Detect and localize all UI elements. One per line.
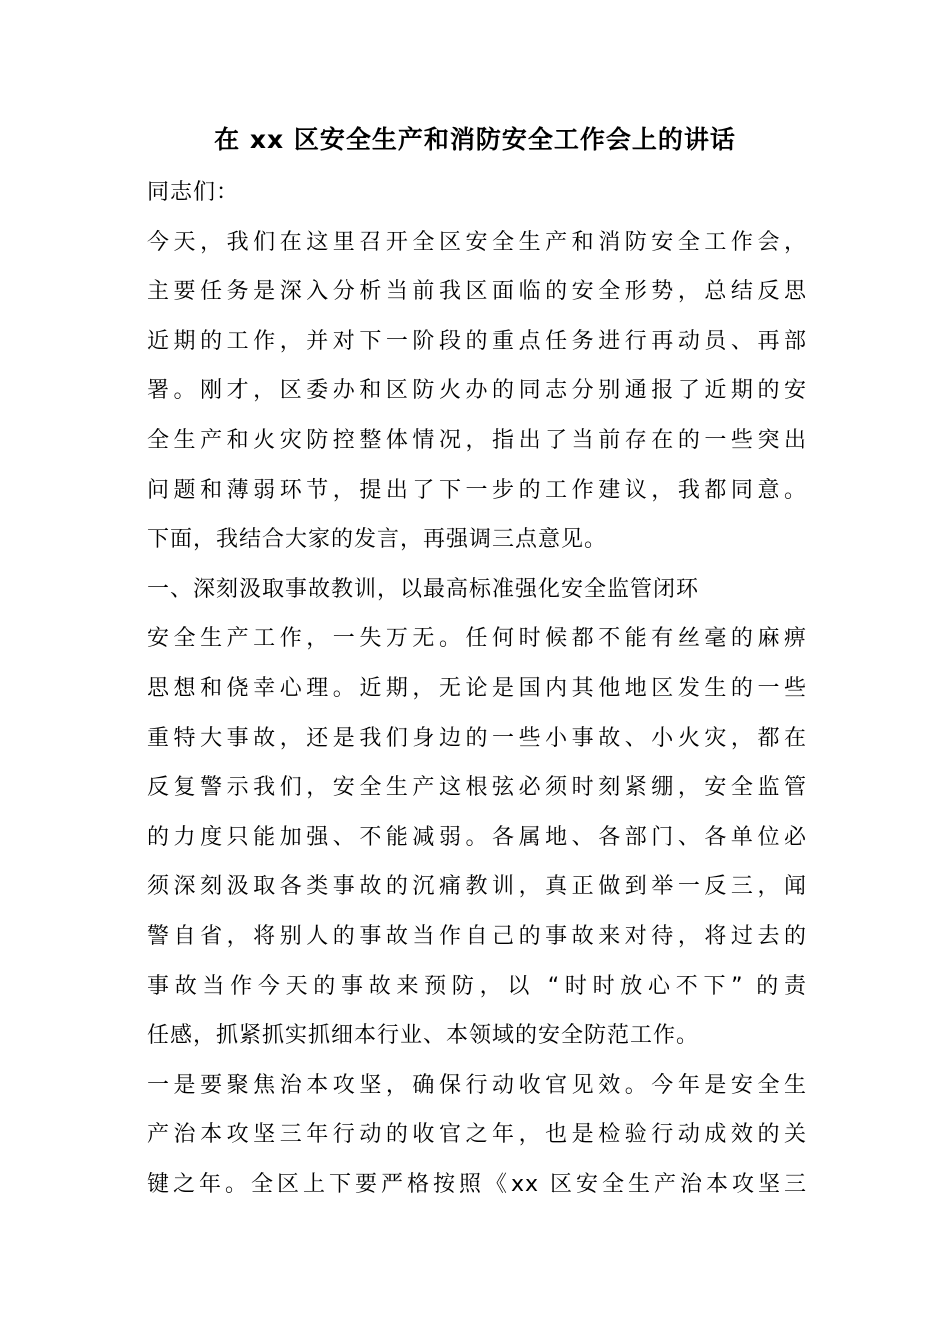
text-line: 产治本攻坚三年行动的收官之年，也是检验行动成效的关 [147, 1122, 807, 1148]
document-body [147, 168, 807, 1209]
text-line: 问题和薄弱环节，提出了下一步的工作建议，我都同意。 [147, 477, 807, 503]
text-line: 的力度只能加强、不能减弱。各属地、各部门、各单位必 [147, 824, 807, 850]
text-line: 今天，我们在这里召开全区安全生产和消防安全工作会， [147, 229, 807, 255]
text-line: 主要任务是深入分析当前我区面临的安全形势，总结反思 [147, 279, 807, 305]
text-line: 一是要聚焦治本攻坚，确保行动收官见效。今年是安全生 [147, 1072, 807, 1098]
text-line: 近期的工作，并对下一阶段的重点任务进行再动员、再部 [147, 328, 807, 354]
document-title: 在 xx 区安全生产和消防安全工作会上的讲话 [214, 125, 736, 154]
text-line: 警自省，将别人的事故当作自己的事故来对待，将过去的 [147, 923, 807, 949]
text-line: 全生产和火灾防控整体情况，指出了当前存在的一些突出 [147, 427, 807, 453]
text-line: 安全生产工作，一失万无。任何时候都不能有丝毫的麻痹 [147, 626, 807, 652]
text-line: 下面，我结合大家的发言，再强调三点意见。 [147, 527, 608, 553]
text-line: 须深刻汲取各类事故的沉痛教训，真正做到举一反三，闻 [147, 874, 807, 900]
text-line: 同志们： [147, 180, 240, 205]
text-line: 事故当作今天的事故来预防，以 “时时放心不下” 的责 [147, 973, 807, 999]
text-line: 重特大事故，还是我们身边的一些小事故、小火灾，都在 [147, 725, 807, 751]
text-line: 一、深刻汲取事故教训，以最高标准强化安全监管闭环 [147, 576, 700, 602]
text-line: 反复警示我们，安全生产这根弦必须时刻紧绷，安全监管 [147, 775, 807, 801]
text-line: 思想和侥幸心理。近期，无论是国内其他地区发生的一些 [147, 675, 807, 701]
text-line: 署。刚才，区委办和区防火办的同志分别通报了近期的安 [147, 378, 807, 404]
text-line: 键之年。全区上下要严格按照《xx 区安全生产治本攻坚三 [147, 1171, 807, 1197]
text-line: 任感，抓紧抓实抓细本行业、本领域的安全防范工作。 [147, 1023, 700, 1049]
